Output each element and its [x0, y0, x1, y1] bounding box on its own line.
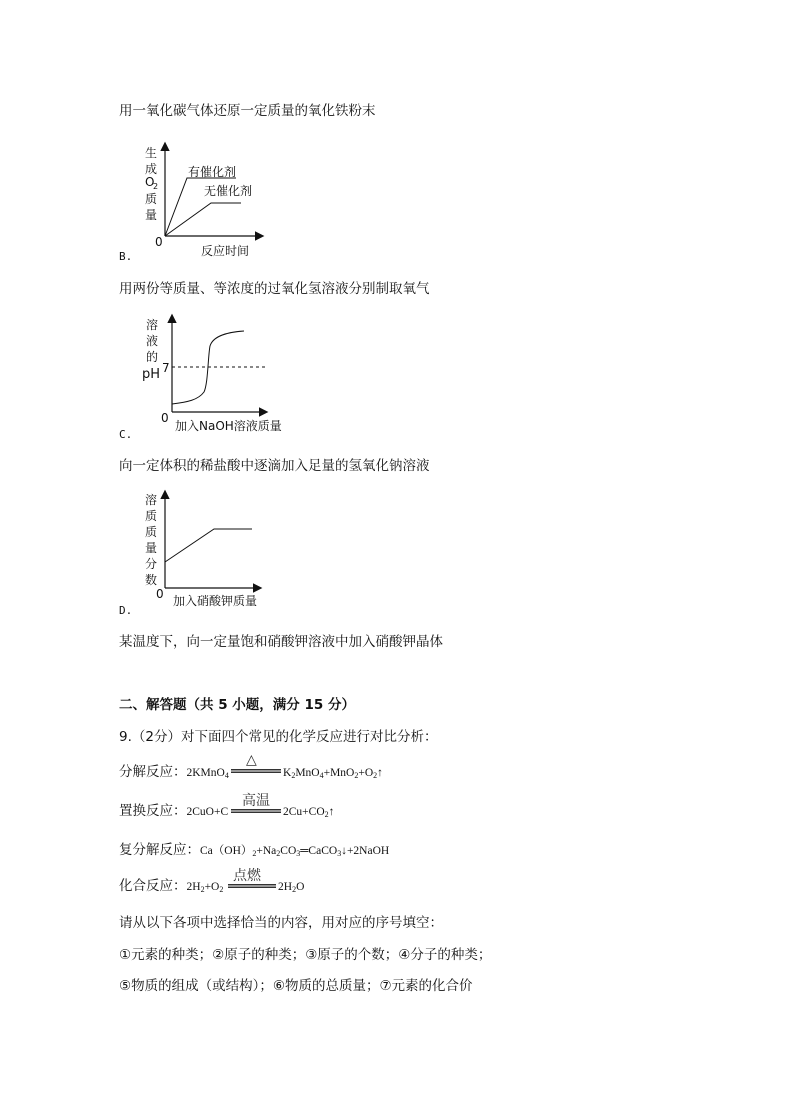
origin: 0	[161, 411, 169, 425]
option-c-label: C.	[119, 428, 133, 441]
x-label: 加入硝酸钾质量	[173, 594, 258, 608]
products: $K_2MnO_4+MnO_2+O_2↑$	[283, 767, 383, 780]
reaction-label: 复分解反应：	[119, 842, 200, 858]
reaction-label: 置换反应：	[119, 803, 187, 819]
reactant: 2CuO+C	[186, 806, 229, 818]
question-9: 9.（2分）对下面四个常见的化学反应进行对比分析：	[119, 729, 438, 745]
products: $2H_2O$	[278, 881, 305, 894]
mass-fraction-line	[165, 529, 252, 562]
options-intro: 请从以下各项中选择恰当的内容，用对应的序号填空：	[119, 915, 443, 931]
y-label-5: 分	[145, 557, 158, 571]
y-label-1: 溶	[146, 318, 159, 332]
reaction-label: 分解反应：	[119, 764, 187, 780]
y-label-1: 生	[145, 146, 158, 160]
origin: 0	[156, 587, 164, 601]
products: $2Cu+CO_2↑$	[283, 806, 335, 819]
reaction-label: 化合反应：	[119, 878, 187, 894]
y-label-4: pH	[142, 367, 161, 382]
equation-bar	[231, 809, 281, 813]
series-without-catalyst	[165, 203, 241, 236]
y-label-3: 质	[145, 525, 158, 539]
tick-7: 7	[162, 361, 170, 375]
chart-c	[140, 312, 300, 436]
series-label-1: 有催化剂	[188, 165, 237, 179]
equation-bar	[228, 884, 276, 888]
y-label-2: 质	[145, 509, 158, 523]
y-label-3: O	[145, 175, 155, 189]
y-label-3-sub: 2	[153, 182, 159, 191]
option-b-label: B.	[119, 250, 133, 263]
y-label-4: 量	[145, 541, 158, 555]
condition-high-temp: 高温	[242, 793, 270, 809]
option-d-text: 某温度下，向一定量饱和硝酸钾溶液中加入硝酸钾晶体	[119, 634, 443, 650]
x-label: 加入NaOH溶液质量	[175, 419, 282, 433]
y-label-1: 溶	[145, 493, 158, 507]
reaction-combination	[119, 877, 223, 899]
equation-bar	[231, 769, 281, 773]
reaction-double-displacement	[119, 841, 389, 863]
option-b-text: 用两份等质量、等浓度的过氧化氢溶液分别制取氧气	[119, 281, 430, 297]
option-a-text: 用一氧化碳气体还原一定质量的氧化铁粉末	[119, 103, 376, 119]
option-c-text: 向一定体积的稀盐酸中逐滴加入足量的氢氧化钠溶液	[119, 458, 430, 474]
reactant: 2KMnO$_4$	[186, 767, 229, 780]
y-label-5: 量	[145, 208, 158, 222]
origin: 0	[155, 235, 163, 249]
y-label-3: 的	[146, 350, 159, 364]
options-row-2: ⑤物质的组成（或结构）；⑥物质的总质量；⑦元素的化合价	[119, 978, 473, 994]
chart-d	[140, 488, 280, 608]
option-d-label: D.	[119, 604, 133, 617]
options-row-1: ①元素的种类；②原子的种类；③原子的个数；④分子的种类；	[119, 947, 492, 963]
y-label-2: 液	[146, 334, 159, 348]
reaction-decomposition	[119, 763, 229, 785]
section-title: 二、解答题（共 5 小题，满分 15 分）	[119, 697, 355, 713]
reaction-displacement	[119, 802, 228, 821]
reactant: $2H_2+O_2$	[186, 881, 224, 894]
condition-heat: △	[246, 752, 257, 768]
y-label-4: 质	[145, 192, 158, 206]
condition-ignite: 点燃	[233, 868, 261, 884]
chart-b	[140, 140, 280, 262]
series-label-2: 无催化剂	[204, 184, 253, 198]
y-label-6: 数	[145, 573, 158, 587]
y-label-2: 成	[145, 162, 158, 176]
equation: $Ca(OH)_2+Na_2CO_3═CaCO_3↓+2NaOH$	[200, 845, 390, 858]
x-label: 反应时间	[201, 244, 250, 258]
